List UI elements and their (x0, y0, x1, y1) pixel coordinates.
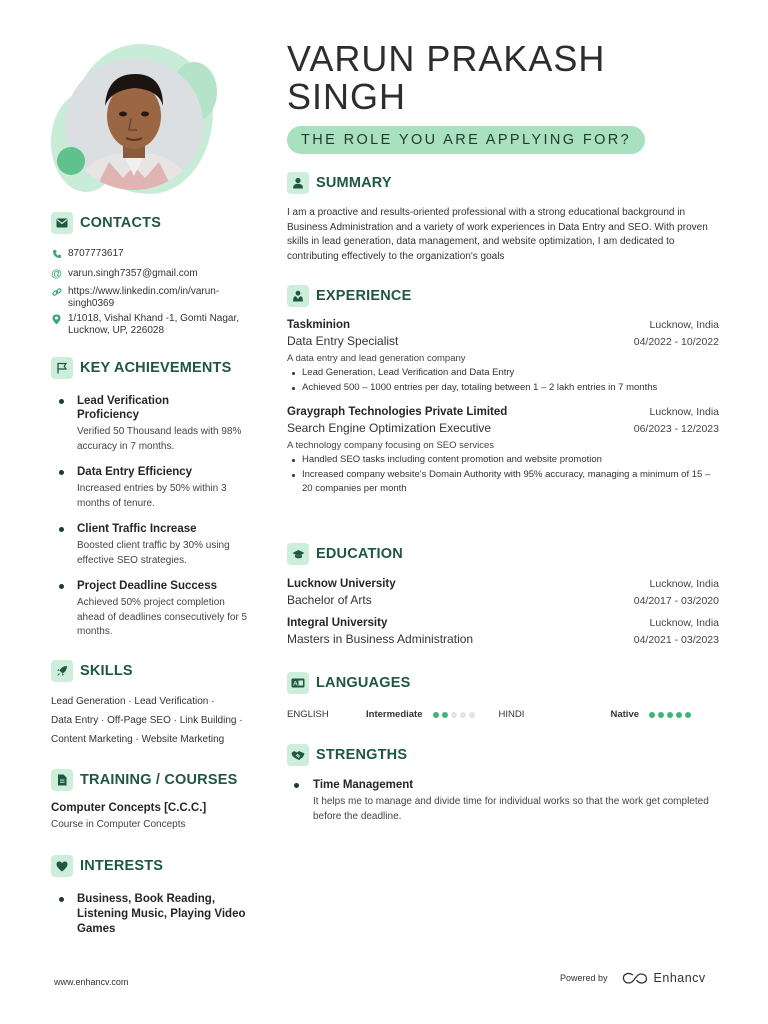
bullet-dot (59, 527, 64, 532)
school-name: Lucknow University (287, 578, 396, 590)
school-name: Integral University (287, 617, 388, 629)
profile-photo-area (51, 44, 221, 204)
job-header (287, 319, 719, 331)
strength-item (287, 778, 719, 824)
brand-name: Enhancv (653, 971, 706, 985)
person-icon (287, 172, 309, 194)
achievement-title: Project Deadline Success (77, 580, 217, 592)
bullet-dot (294, 783, 299, 788)
rating-dot-filled (667, 712, 673, 718)
bullet-dot (59, 470, 64, 475)
handshake-icon (287, 744, 309, 766)
skills-list (51, 692, 266, 749)
strength-desc: It helps me to manage and divide time for individual works so that the work get completed before the deadline. (313, 796, 709, 822)
training-section (51, 769, 266, 830)
contact-email (51, 268, 261, 280)
achievement-item (51, 522, 261, 568)
enhancv-logo-icon (622, 972, 648, 985)
interests-title: INTERESTS (80, 858, 164, 874)
powered-by-label: Powered by (560, 973, 608, 983)
contacts-title: CONTACTS (80, 215, 162, 231)
job-bullets (287, 366, 719, 395)
phone-text[interactable]: 8707773617 (68, 248, 124, 259)
link-icon (51, 286, 62, 298)
job-dates: 04/2022 - 10/2022 (633, 336, 719, 348)
linkedin-text[interactable]: https://www.linkedin.com/in/varun-singh0369 (68, 286, 220, 309)
experience-section (287, 285, 719, 497)
interest-item (51, 892, 266, 937)
role-pill: THE ROLE YOU ARE APPLYING FOR? (287, 126, 645, 154)
rating-dot-filled (658, 712, 664, 718)
school-location: Lucknow, India (649, 578, 719, 590)
location-pin-icon (51, 313, 62, 325)
achievements-title: KEY ACHIEVEMENTS (80, 360, 232, 376)
experience-title: EXPERIENCE (316, 288, 412, 304)
at-icon: @ (51, 268, 62, 280)
achievement-desc: Achieved 50% project completion ahead of deadlines consecutively for 5 months. (77, 597, 248, 637)
rating-dot-filled (676, 712, 682, 718)
education-title: EDUCATION (316, 546, 403, 562)
name-line: SINGH (287, 76, 407, 117)
job-entry (287, 406, 719, 497)
training-header (51, 769, 266, 791)
job-entry (287, 319, 719, 395)
course-title: Computer Concepts [C.C.C.] (51, 802, 207, 814)
language-level: Intermediate (366, 709, 423, 720)
achievement-desc: Boosted client traffic by 30% using effective SEO strategies. (77, 540, 230, 566)
education-entry (287, 617, 719, 646)
job-title: Data Entry Specialist (287, 334, 399, 348)
address-text: 1/1018, Vishal Khand -1, Gomti Nagar, Lucknow, UP, 226028 (68, 313, 240, 336)
strengths-section (287, 744, 719, 824)
footer-website[interactable]: www.enhancv.com (54, 977, 129, 987)
job-location: Lucknow, India (649, 406, 719, 418)
education-entry (287, 578, 719, 607)
achievement-title: Data Entry Efficiency (77, 466, 193, 478)
achievement-item (51, 394, 261, 454)
languages-row (287, 709, 719, 720)
language-rating (433, 712, 475, 718)
experience-header (287, 285, 719, 307)
summary-text: I am a proactive and results-oriented professional with a strong educational background in Business Administration and a variety of work experiences in Data Entry and SEO. With proven skills in lead generation, data management, and website optimization, I am dedicated to contributing effectively to the organization's goals (287, 207, 708, 262)
phone-icon (51, 248, 62, 260)
graduation-cap-icon (287, 543, 309, 565)
footer-branding (560, 971, 706, 985)
company-description: A technology company focusing on SEO services (287, 440, 495, 451)
interests-header (51, 855, 266, 877)
company-name: Graygraph Technologies Private Limited (287, 406, 508, 418)
job-location: Lucknow, India (649, 319, 719, 331)
rating-dot-filled (685, 712, 691, 718)
bullet-dot (59, 584, 64, 589)
contact-linkedin (51, 286, 261, 310)
language-name: HINDI (498, 709, 525, 720)
contacts-section (51, 212, 261, 337)
right-column (287, 38, 719, 822)
job-subheader (287, 418, 719, 435)
languages-header (287, 672, 719, 694)
company-description: A data entry and lead generation company (287, 353, 466, 364)
language-name: ENGLISH (287, 709, 329, 720)
strengths-header (287, 744, 719, 766)
education-dates: 04/2021 - 03/2023 (633, 634, 719, 646)
interests-section (51, 855, 266, 937)
skills-line: Content Marketing · Website Marketing (51, 734, 225, 745)
skills-title: SKILLS (80, 663, 133, 679)
summary-header (287, 172, 719, 194)
heart-icon (51, 855, 73, 877)
education-header (287, 543, 719, 565)
strength-title: Time Management (313, 779, 414, 791)
achievements-section (51, 357, 261, 640)
achievement-title: Client Traffic Increase (77, 523, 197, 535)
education-header-row (287, 578, 719, 590)
degree-name: Bachelor of Arts (287, 593, 372, 607)
name-line: VARUN PRAKASH (287, 38, 606, 79)
job-title: Search Engine Optimization Executive (287, 421, 492, 435)
rating-dot-filled (442, 712, 448, 718)
language-rating (649, 712, 691, 718)
briefcase-person-icon (287, 285, 309, 307)
envelope-icon (51, 212, 73, 234)
rating-dot-filled (433, 712, 439, 718)
job-bullets (287, 453, 719, 497)
languages-title: LANGUAGES (316, 675, 411, 691)
education-section (287, 543, 719, 646)
language-level: Native (610, 709, 640, 720)
decorative-dot (57, 147, 85, 175)
training-title: TRAINING / COURSES (80, 772, 238, 788)
achievement-desc: Increased entries by 50% within 3 months of tenure. (77, 483, 227, 509)
course-subtitle: Course in Computer Concepts (51, 819, 186, 830)
summary-section (287, 172, 719, 264)
summary-title: SUMMARY (316, 175, 392, 191)
rating-dot-empty (469, 712, 475, 718)
achievement-item (51, 465, 261, 511)
rating-dot-empty (451, 712, 457, 718)
education-header-row (287, 617, 719, 629)
document-icon (51, 769, 73, 791)
strengths-title: STRENGTHS (316, 747, 408, 763)
degree-name: Masters in Business Administration (287, 632, 474, 646)
contact-address (51, 313, 261, 337)
achievement-desc: Verified 50 Thousand leads with 98% accuracy in 7 months. (77, 426, 242, 452)
contact-phone (51, 248, 261, 260)
rocket-icon (51, 660, 73, 682)
skills-line: Data Entry · Off-Page SEO · Link Building · (51, 715, 243, 726)
skills-line: Lead Generation · Lead Verification · (51, 696, 215, 707)
job-bullet: Increased company website's Domain Authority with 95% accuracy, managing a minimum of 15 – 20 companies per month (287, 468, 712, 497)
rating-dot-empty (460, 712, 466, 718)
achievement-title: Lead Verification Proficiency (77, 395, 170, 421)
bullet-dot (59, 897, 64, 902)
skills-header (51, 660, 266, 682)
job-subheader (287, 331, 719, 348)
brand-logo[interactable] (622, 971, 706, 985)
svg-text:A: A (293, 680, 298, 688)
languages-section (287, 672, 719, 720)
bullet-dot (59, 399, 64, 404)
company-name: Taskminion (287, 319, 351, 331)
translate-icon (287, 672, 309, 694)
rating-dot-filled (649, 712, 655, 718)
job-dates: 06/2023 - 12/2023 (633, 423, 719, 435)
skills-section (51, 660, 266, 749)
job-bullet: Handled SEO tasks including content promotion and website promotion (287, 453, 719, 468)
education-sub-row (287, 629, 719, 646)
contacts-header (51, 212, 261, 234)
achievements-header (51, 357, 261, 379)
email-text[interactable]: varun.singh7357@gmail.com (68, 268, 198, 279)
interest-text: Business, Book Reading, Listening Music, Playing Video Games (77, 893, 246, 935)
education-sub-row (287, 590, 719, 607)
job-header (287, 406, 719, 418)
job-bullet: Achieved 500 – 1000 entries per day, totaling between 1 – 2 lakh entries in 7 months (287, 381, 692, 396)
flag-icon (51, 357, 73, 379)
profile-photo (65, 58, 203, 190)
achievement-item (51, 579, 261, 640)
school-location: Lucknow, India (649, 617, 719, 629)
education-dates: 04/2017 - 03/2020 (633, 595, 719, 607)
candidate-name (287, 40, 719, 116)
job-bullet: Lead Generation, Lead Verification and Data Entry (287, 366, 719, 381)
